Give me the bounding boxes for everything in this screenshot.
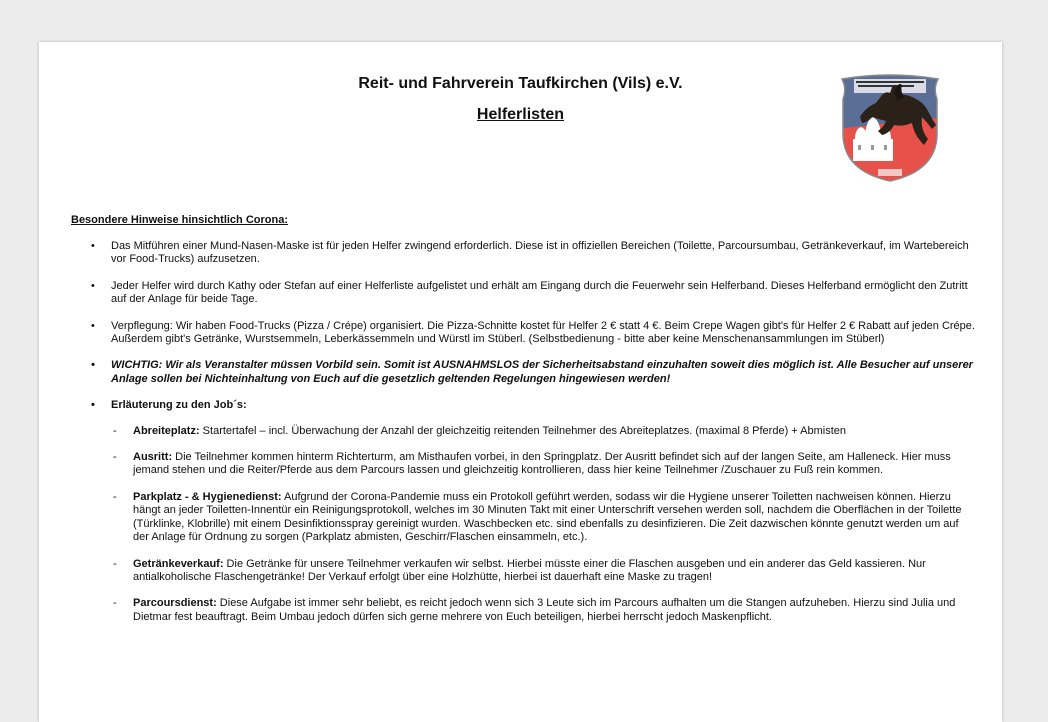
note-catering: • Verpflegung: Wir haben Food-Trucks (Pizza / Crépe) organisiert. Die Pizza-Schnitte kostet für Helfer 2 € statt 4 €. Beim Crepe Wagen gibt's für Helfer 2 € Rabatt auf jeden Crépe. Außerdem gibt's Getränke, Wurstsemmeln, Leberkässemmeln und Würstl im Stüberl. (Selbstbedienung - bitte aber keine Menschenansammlungen im Stüberl): [71, 320, 976, 347]
job-description: Aufgrund der Corona-Pandemie muss ein Protokoll geführt werden, sodass wir die Hygiene unserer Toiletten nachweisen können. Hierzu hängt an jeder Toiletten-Innentür ein Reinigungsprotokoll, welches im 30 Minuten Takt mit einer Unterschrift versehen werden soll, nachdem die Oberflächen in der Toilette (Türklinke, Klobrille) mit einem Desinfiktionsspray gereinigt wurden. Waschbecken etc. sind ebenfalls zu desinfizieren. Die Zeit dazwischen könnte genutzt werden um auf der Anlage für Ordnung zu sorgen (Parkplatz abmisten, Geschirr/Flaschen einsammeln, etc.).: [133, 490, 962, 544]
job-item: [71, 491, 976, 545]
note-mask: • Das Mitführen einer Mund-Nasen-Maske ist für jeden Helfer zwingend erforderlich. Diese ist in offiziellen Bereichen (Toilette, Parcoursumbau, Getränkeverkauf, im Wartebereich vor Food-Trucks) aufzusetzen.: [71, 240, 976, 267]
job-name: Abreiteplatz:: [133, 424, 200, 437]
job-name: Getränkeverkauf:: [133, 557, 224, 570]
job-name: Parkplatz - & Hygienedienst:: [133, 490, 282, 503]
notes-list: [71, 240, 976, 637]
document-page: [39, 42, 1002, 722]
job-item: [71, 425, 976, 438]
note-important: • WICHTIG: Wir als Veranstalter müssen Vorbild sein. Somit ist AUSNAHMSLOS der Sicherheitsabstand einzuhalten soweit dies möglich ist. Alle Besucher auf unserer Anlage sollen bei Nichteinhaltung von Euch auf die gesetzlich geltenden Regelungen hingewiesen werden!: [71, 359, 976, 386]
club-crest-icon: [836, 73, 944, 185]
job-description: Die Getränke für unsere Teilnehmer verkaufen wir selbst. Hierbei müsste einer die Flaschen ausgeben und ein anderer das Geld kassieren. Nur antialkoholische Flaschengetränke! Der Verkauf erfolgt über eine Holzhütte, hierbei ist dauerhaft eine Maske zu tragen!: [133, 557, 926, 583]
job-item: [71, 558, 976, 585]
job-item: [71, 451, 976, 478]
jobs-heading: • Erläuterung zu den Job´s:: [71, 399, 976, 412]
corona-notes-heading: Besondere Hinweise hinsichtlich Corona:: [71, 214, 288, 226]
job-item: [71, 597, 976, 624]
document-title: Helferlisten: [476, 106, 565, 123]
note-helper-band: • Jeder Helfer wird durch Kathy oder Stefan auf einer Helferliste aufgelistet und erhält am Eingang durch die Feuerwehr sein Helferband. Dieses Helferband ermöglicht den Zutritt auf der Anlage für beide Tage.: [71, 280, 976, 307]
job-name: Ausritt:: [133, 451, 173, 464]
club-name-heading: Reit- und Fahrverein Taufkirchen (Vils) e.V.: [358, 75, 683, 92]
job-description: Die Teilnehmer kommen hinterm Richterturm, am Misthaufen vorbei, in den Springplatz. Der Ausritt befindet sich auf der langen Seite, am Halleneck. Hier muss jemand stehen und die Reiter/Pferde aus dem Parcours lassen und gleichzeitig kontrollieren, dass hier keine Teilnehmer /Zuschauer zu Fuß rein kommen.: [133, 451, 951, 477]
job-name: Parcoursdienst:: [133, 597, 217, 610]
job-description: Diese Aufgabe ist immer sehr beliebt, es reicht jedoch wenn sich 3 Leute sich im Parcours aufhalten um die Stangen aufzuheben. Hierzu sind Julia und Dietmar fest beauftragt. Beim Umbau jedoch dürfen sich gerne mehrere von Euch beteiligen, hierbei herrscht jedoch Maskenpflicht.: [133, 597, 956, 623]
job-description: Startertafel – incl. Überwachung der Anzahl der gleichzeitig reitenden Teilnehmer des Abreiteplatzes. (maximal 8 Pferde) + Abmisten: [199, 424, 847, 437]
